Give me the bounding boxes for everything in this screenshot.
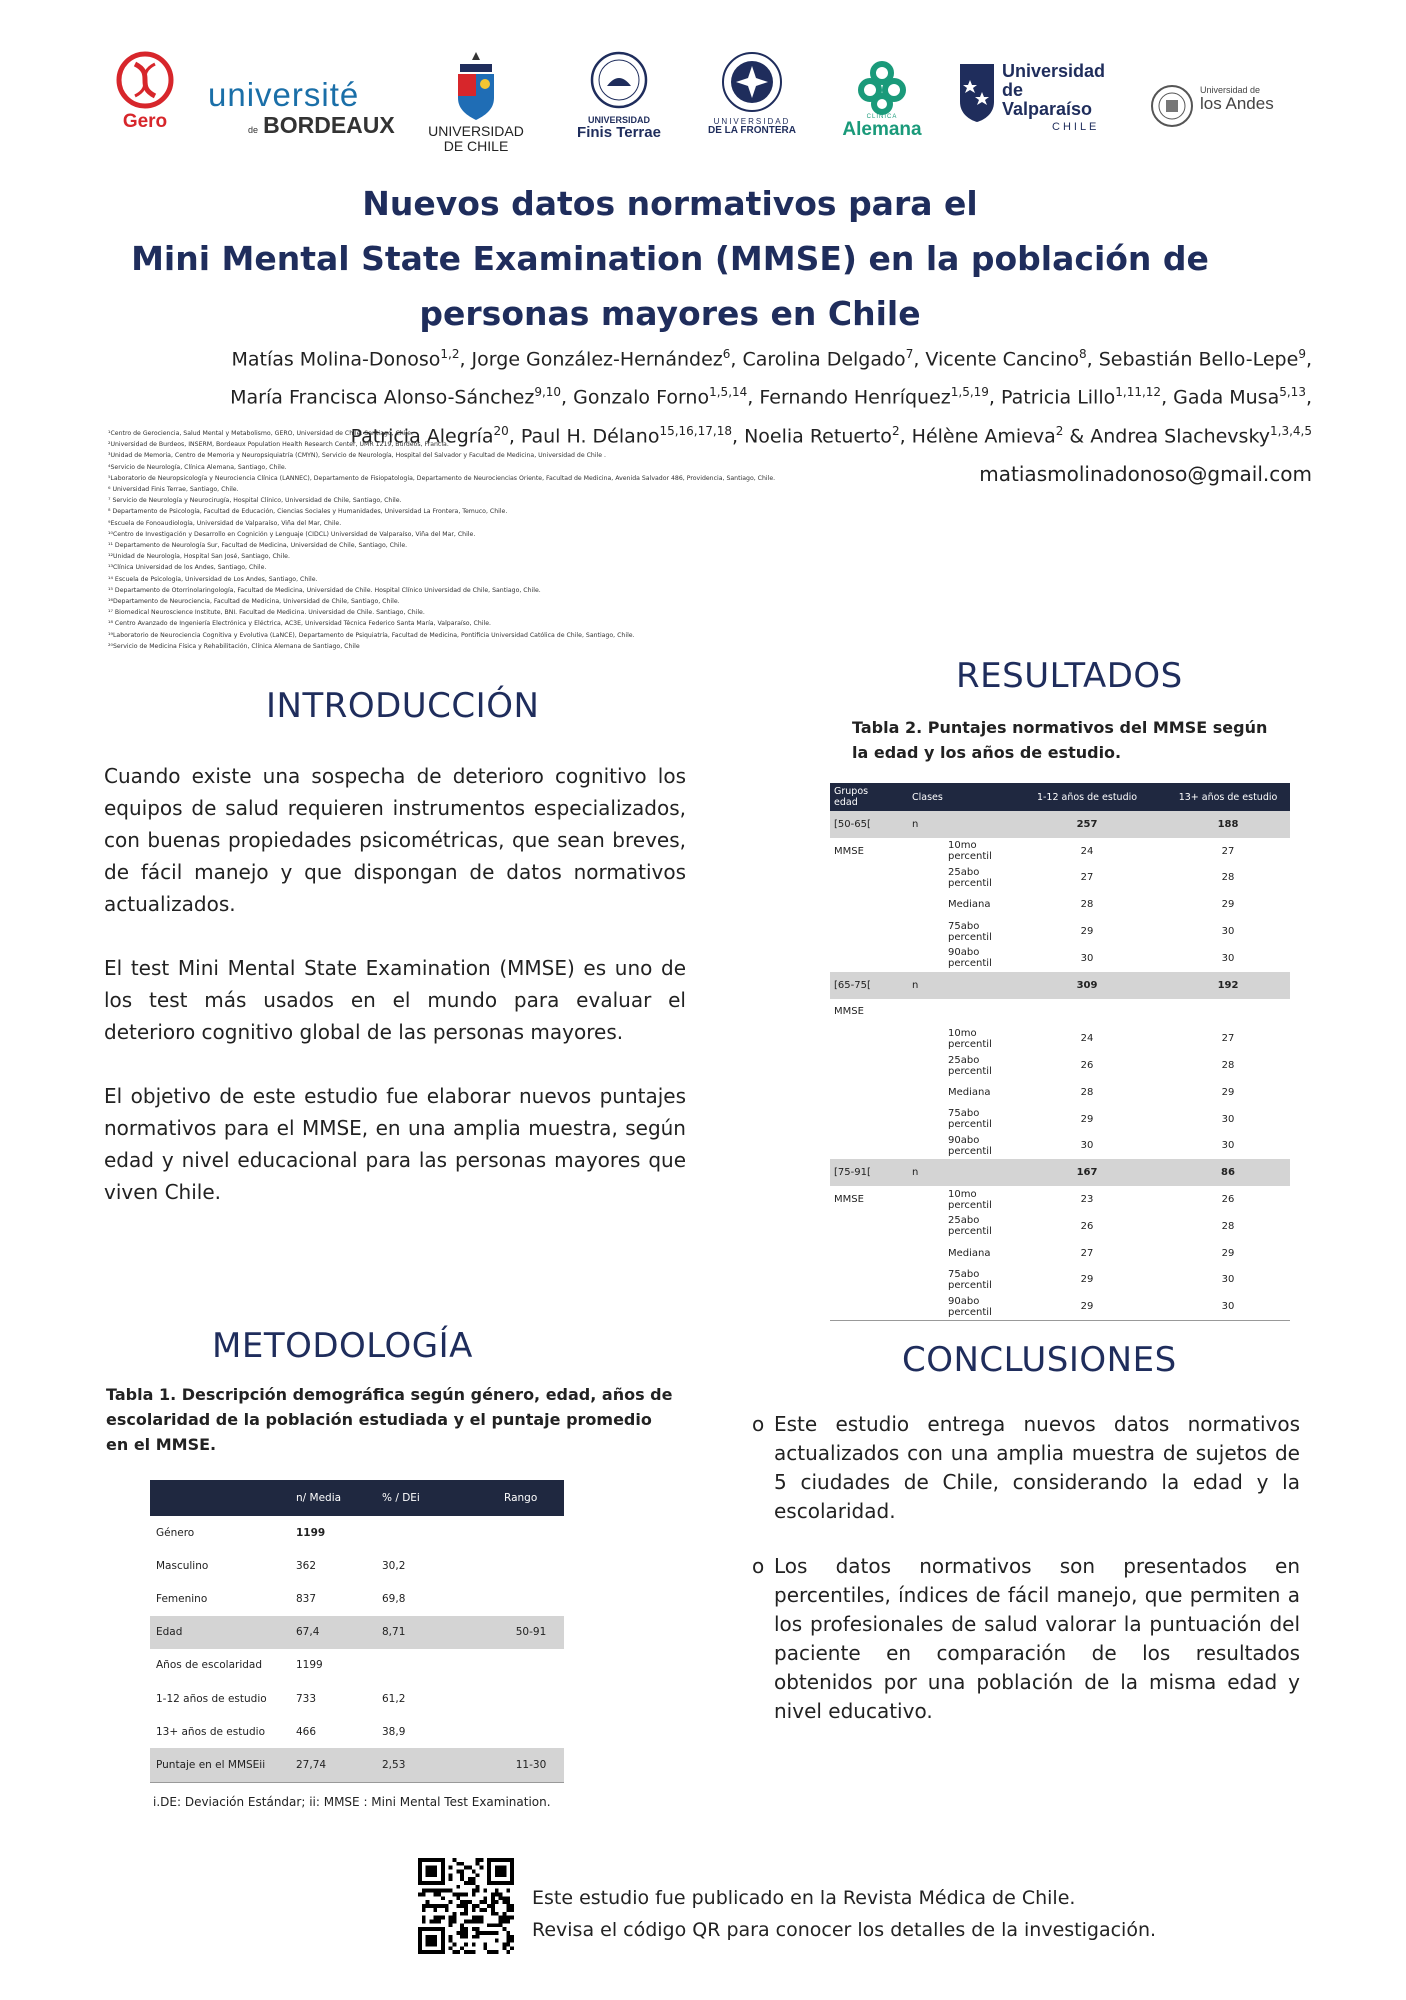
affiliation-item: ²Universidad de Burdeos, INSERM, Bordeaux Population Health Research Center, UMR 1219, Burdeos, Francia. bbox=[108, 441, 449, 449]
table-cell: [50-65[ bbox=[830, 811, 896, 838]
author-affiliation-number: 20 bbox=[493, 423, 509, 438]
table-cell: 309 bbox=[1008, 972, 1166, 999]
gero-text: Gero bbox=[122, 111, 168, 132]
author-line bbox=[100, 376, 1312, 414]
author-name: , Patricia Lillo bbox=[988, 386, 1116, 409]
table-cell: 257 bbox=[1008, 811, 1166, 838]
affiliation-item: ¹⁸ Centro Avanzado de Ingeniería Electrónica y Eléctrica, AC3E, Universidad Técnica Federico Santa María, Valparaíso, Chile. bbox=[108, 620, 491, 628]
table-cell bbox=[830, 1106, 896, 1133]
table2-header: 1-12 años de estudio bbox=[1008, 783, 1166, 811]
author-affiliation-number: 1,5,19 bbox=[950, 385, 989, 400]
author-name: María Francisca Alonso-Sánchez bbox=[230, 386, 535, 409]
table-cell: 1199 bbox=[296, 1659, 323, 1672]
table-cell: 30,2 bbox=[382, 1559, 406, 1572]
table-cell: 30 bbox=[1221, 926, 1235, 938]
table-cell: 29 bbox=[1080, 1113, 1094, 1125]
table-cell bbox=[830, 891, 896, 918]
table-row bbox=[150, 1616, 564, 1649]
author-name: , Vicente Cancino bbox=[913, 348, 1079, 371]
logo-row bbox=[110, 50, 1310, 165]
table-cell bbox=[1008, 999, 1166, 1026]
table-cell: 61,2 bbox=[382, 1692, 406, 1705]
table-row bbox=[830, 1133, 1290, 1160]
table-row bbox=[150, 1715, 564, 1748]
table-cell: 362 bbox=[296, 1559, 317, 1572]
table-cell: 27,74 bbox=[290, 1748, 376, 1782]
table2-normative-scores bbox=[830, 783, 1290, 1321]
table-cell: 75abo percentil bbox=[948, 920, 992, 943]
table-cell bbox=[830, 865, 896, 892]
conclusion-bullet-1 bbox=[752, 1410, 1300, 1526]
table-cell bbox=[830, 1240, 896, 1267]
author-name: , Carolina Delgado bbox=[730, 348, 906, 371]
table-cell: 30 bbox=[1221, 1301, 1235, 1313]
affiliation-item: ¹⁰Centro de Investigación y Desarrollo en Cognición y Lenguaje (CIDCL) Universidad de Valparaíso, Viña del Mar, Chile. bbox=[108, 530, 476, 538]
table-cell: 67,4 bbox=[290, 1616, 376, 1649]
table-cell bbox=[830, 945, 896, 972]
table-cell: 30 bbox=[1221, 1113, 1235, 1125]
author-name: , bbox=[1305, 386, 1312, 409]
table-cell: 30 bbox=[1221, 1274, 1235, 1286]
author-affiliation-number: 2 bbox=[1055, 423, 1064, 438]
table-cell: 10mo percentil bbox=[948, 840, 992, 863]
bullet-circle-icon: o bbox=[752, 1412, 765, 1436]
table2-header-row bbox=[830, 783, 1290, 811]
table-row bbox=[830, 838, 1290, 865]
table-cell: 29 bbox=[1080, 926, 1094, 938]
table-row bbox=[150, 1682, 564, 1715]
table-cell: 75abo percentil bbox=[948, 1268, 992, 1291]
table-row bbox=[830, 1186, 1290, 1213]
affiliation-item: ¹⁵ Departamento de Otorrinolaringología, Facultad de Medicina, Universidad de Chile. Hospital Clínico Universidad de Chile, Santiago, Chile. bbox=[108, 586, 541, 594]
author-affiliation-number: 9,10 bbox=[534, 385, 562, 400]
table-cell: Mediana bbox=[948, 1086, 991, 1098]
intro-paragraph-1: Cuando existe una sospecha de deterioro cognitivo los equipos de salud requieren instrumentos especializados, con buenas propiedades psicométricas, que sean breves, de fácil manejo y que dispongan de datos normativos actualizados. bbox=[104, 764, 686, 916]
table-cell: 188 bbox=[1166, 811, 1290, 838]
bordeaux-logo bbox=[208, 50, 398, 193]
resultados-heading: RESULTADOS bbox=[956, 656, 1183, 696]
clinica-alemana-logo bbox=[832, 50, 932, 165]
table-cell: 29 bbox=[1080, 1274, 1094, 1286]
poster-title bbox=[120, 176, 1220, 341]
table-cell bbox=[830, 1267, 896, 1294]
author-affiliation-number: 5,13 bbox=[1279, 385, 1306, 400]
author-affiliation-number: 6 bbox=[722, 347, 731, 361]
affiliation-item: ⁷ Servicio de Neurología y Neurocirugía, Hospital Clínico, Universidad de Chile, Santiago, Chile. bbox=[108, 497, 402, 505]
finis-terrae-seal-icon bbox=[589, 50, 649, 110]
author-name: , Hélène Amieva bbox=[899, 424, 1056, 447]
table-cell bbox=[498, 1549, 564, 1582]
table-cell: 27 bbox=[1080, 1247, 1094, 1259]
table-row bbox=[830, 1079, 1290, 1106]
ufro-line1: UNIVERSIDAD bbox=[713, 117, 791, 126]
uchile-line1: UNIVERSIDAD bbox=[428, 123, 524, 139]
uv-shield-icon bbox=[958, 62, 996, 124]
uchile-shield-icon bbox=[452, 50, 500, 122]
table-cell: 28 bbox=[1221, 872, 1235, 884]
table-row bbox=[830, 811, 1290, 838]
table-row bbox=[150, 1748, 564, 1782]
uv-line3: CHILE bbox=[1052, 120, 1100, 133]
table-cell: 90abo percentil bbox=[948, 1134, 992, 1157]
table-cell: MMSE bbox=[834, 1006, 864, 1018]
table-cell: 26 bbox=[1080, 1060, 1094, 1072]
table-cell: 28 bbox=[1080, 899, 1094, 911]
table-cell: 2,53 bbox=[376, 1748, 498, 1782]
author-name: Matías Molina-Donoso bbox=[231, 348, 441, 371]
uandes-line2: los Andes bbox=[1200, 94, 1274, 114]
alemana-knot-icon bbox=[857, 60, 907, 114]
table-row bbox=[830, 1240, 1290, 1267]
table-cell: MMSE bbox=[834, 1194, 864, 1206]
author-affiliation-number: 15,16,17,18 bbox=[659, 423, 732, 438]
table-cell: 38,9 bbox=[382, 1725, 406, 1738]
ufro-line2: DE LA FRONTERA bbox=[708, 125, 796, 137]
table-cell: 26 bbox=[1080, 1220, 1094, 1232]
table1-footnote: i.DE: Deviación Estándar; ii: MMSE : Mini Mental Test Examination. bbox=[153, 1795, 551, 1809]
table-cell bbox=[498, 1649, 564, 1682]
author-name: Patricia Alegría bbox=[350, 424, 494, 447]
footer-note bbox=[532, 1882, 1156, 1946]
uandes-line1: Universidad de bbox=[1200, 85, 1261, 95]
table-cell: n bbox=[896, 972, 1008, 999]
conclusion-text-2: Los datos normativos son presentados en percentiles, índices de fácil manejo, que permiten a los profesionales de salud valorar la puntuación del paciente en comparación de los resultados obtenidos por una población de la misma edad y nivel educativo. bbox=[774, 1554, 1300, 1723]
footer-line-2: Revisa el código QR para conocer los detalles de la investigación. bbox=[532, 1919, 1157, 1941]
affiliation-item: ⁵Laboratorio de Neuropsicología y Neurociencia Clínica (LANNEC), Departamento de Fisiopatología, Departamento de Neurociencias Oriente, Facultad de Medicina, Avenida Salvador 486, Providencia, Santiago, Chile. bbox=[108, 474, 776, 482]
table-cell: 10mo percentil bbox=[948, 1027, 992, 1050]
table-cell: 50-91 bbox=[498, 1616, 564, 1649]
table-cell: 25abo percentil bbox=[948, 1215, 992, 1238]
table-row bbox=[830, 1106, 1290, 1133]
table-cell: Mediana bbox=[948, 899, 991, 911]
title-line-3: personas mayores en Chile bbox=[419, 294, 921, 333]
table-cell: Género bbox=[156, 1526, 195, 1539]
table-cell: 29 bbox=[1221, 1247, 1235, 1259]
table-cell bbox=[1166, 999, 1290, 1026]
intro-paragraph-2: El test Mini Mental State Examination (MMSE) es uno de los test más usados en el mundo para evaluar el deterioro cognitivo global de las personas mayores. bbox=[104, 956, 686, 1044]
author-affiliation-number: 2 bbox=[891, 423, 900, 438]
table-cell bbox=[498, 1715, 564, 1748]
author-name: , Noelia Retuerto bbox=[731, 424, 892, 447]
table-row bbox=[830, 999, 1290, 1026]
affiliation-item: ¹⁶Departamento de Neurociencia, Facultad de Medicina, Universidad de Chile, Santiago, Chile. bbox=[108, 598, 400, 606]
table-cell: 30 bbox=[1080, 952, 1094, 964]
table-cell: 30 bbox=[1221, 952, 1235, 964]
table-cell: 837 bbox=[296, 1592, 317, 1605]
table-cell: 29 bbox=[1221, 899, 1235, 911]
affiliation-item: ³Unidad de Memoria, Centro de Memoria y Neuropsiquiatría (CMYN), Servicio de Neurología, Hospital del Salvador y Facultad de Medicina, Universidad de Chile . bbox=[108, 452, 607, 460]
table-cell: 25abo percentil bbox=[948, 1054, 992, 1077]
author-name: , Gada Musa bbox=[1161, 386, 1280, 409]
footer-line-1: Este estudio fue publicado en la Revista Médica de Chile. bbox=[532, 1887, 1076, 1909]
table-cell: n bbox=[896, 1159, 1008, 1186]
table-row bbox=[150, 1516, 564, 1549]
table-cell bbox=[498, 1582, 564, 1615]
table-cell bbox=[498, 1682, 564, 1715]
table-row bbox=[830, 972, 1290, 999]
finis-terrae-line1: UNIVERSIDAD bbox=[587, 115, 650, 125]
table1-demographics bbox=[150, 1480, 564, 1783]
table2-header: Grupos edad bbox=[830, 783, 896, 811]
table2-header: 13+ años de estudio bbox=[1166, 783, 1290, 811]
table-cell: Femenino bbox=[156, 1592, 208, 1605]
table-cell bbox=[498, 1516, 564, 1549]
table-cell: 24 bbox=[1080, 1033, 1094, 1045]
author-affiliation-number: 8 bbox=[1078, 347, 1087, 361]
table1-header: Rango bbox=[498, 1480, 564, 1516]
author-name: , Sebastián Bello-Lepe bbox=[1086, 348, 1299, 371]
affiliation-item: ¹⁹Laboratorio de Neurociencia Cognitiva y Evolutiva (LaNCE), Departamento de Psiquiatría, Facultad de Medicina, Pontificia Universidad Católica de Chile, Santiago, Chile. bbox=[108, 631, 635, 639]
author-affiliation-number: 1,2 bbox=[440, 347, 460, 361]
introduccion-heading: INTRODUCCIÓN bbox=[266, 686, 540, 726]
table-cell: 1199 bbox=[296, 1526, 326, 1539]
table-cell: 24 bbox=[1080, 845, 1094, 857]
alemana-line1: CLÍNICA bbox=[866, 114, 898, 120]
table-cell bbox=[830, 918, 896, 945]
table-cell bbox=[830, 1213, 896, 1240]
table-cell: 10mo percentil bbox=[948, 1188, 992, 1211]
table-cell: 13+ años de estudio bbox=[156, 1725, 265, 1738]
table-row bbox=[830, 1159, 1290, 1186]
table-cell: Mediana bbox=[948, 1247, 991, 1259]
table-cell: 11-30 bbox=[498, 1748, 564, 1782]
table-cell: Edad bbox=[150, 1616, 290, 1649]
author-name: , Gonzalo Forno bbox=[561, 386, 710, 409]
table-row bbox=[150, 1549, 564, 1582]
table1-header: n/ Media bbox=[290, 1480, 376, 1516]
table2-caption: Tabla 2. Puntajes normativos del MMSE según la edad y los años de estudio. bbox=[852, 718, 1268, 762]
affiliation-item: ⁹Escuela de Fonoaudiología, Universidad de Valparaíso, Viña del Mar, Chile. bbox=[108, 519, 342, 527]
table-cell bbox=[896, 999, 1008, 1026]
affiliation-item: ¹¹ Departamento de Neurología Sur, Facultad de Medicina, Universidad de Chile, Santiago, Chile. bbox=[108, 542, 408, 550]
bordeaux-line3: BORDEAUX bbox=[263, 111, 395, 138]
table-cell: 30 bbox=[1080, 1140, 1094, 1152]
table-row bbox=[150, 1649, 564, 1682]
table-row bbox=[830, 1025, 1290, 1052]
affiliation-item: ¹²Unidad de Neurología, Hospital San José, Santiago, Chile. bbox=[108, 553, 290, 561]
table-cell: 28 bbox=[1080, 1086, 1094, 1098]
table-cell: 1-12 años de estudio bbox=[156, 1692, 267, 1705]
ufro-seal-icon bbox=[720, 50, 784, 114]
table-cell: 28 bbox=[1221, 1220, 1235, 1232]
author-affiliation-number: 1,11,12 bbox=[1115, 385, 1162, 400]
uchile-line2: DE CHILE bbox=[443, 137, 509, 154]
table-cell: 29 bbox=[1221, 1086, 1235, 1098]
table-cell: 90abo percentil bbox=[948, 1295, 992, 1318]
table-cell: 27 bbox=[1221, 845, 1235, 857]
table-cell: n bbox=[896, 811, 1008, 838]
author-affiliation-number: 7 bbox=[905, 347, 914, 361]
author-name: , Jorge González-Hernández bbox=[459, 348, 723, 371]
affiliation-item: ¹Centro de Gerociencia, Salud Mental y Metabolismo, GERO, Universidad de Chile. Santiago, Chile. bbox=[108, 430, 413, 437]
table-cell: Puntaje en el MMSEii bbox=[150, 1748, 290, 1782]
table-cell: 192 bbox=[1166, 972, 1290, 999]
table-row bbox=[830, 918, 1290, 945]
table1-header-row bbox=[150, 1480, 564, 1516]
table-cell: 86 bbox=[1166, 1159, 1290, 1186]
alemana-line2: Alemana bbox=[842, 119, 922, 141]
table-cell: 30 bbox=[1221, 1140, 1235, 1152]
author-name: & Andrea Slachevsky bbox=[1063, 424, 1271, 447]
affiliation-item: ⁴Servicio de Neurología, Clínica Alemana, Santiago, Chile. bbox=[108, 463, 287, 471]
table-row bbox=[830, 1213, 1290, 1240]
table1-header bbox=[150, 1480, 290, 1516]
table-cell bbox=[830, 1079, 896, 1106]
author-affiliation-number: 1,3,4,5 bbox=[1270, 423, 1312, 438]
title-line-1: Nuevos datos normativos para el bbox=[362, 184, 978, 223]
table-cell bbox=[376, 1516, 498, 1549]
table-row bbox=[830, 945, 1290, 972]
finis-terrae-line2: Finis Terrae bbox=[577, 124, 661, 142]
affiliation-item: ⁸ Departamento de Psicología, Facultad de Educación, Ciencias Sociales y Humanidades, Universidad La Frontera, Temuco, Chile. bbox=[108, 508, 508, 516]
contact-email[interactable]: matiasmolinadonoso@gmail.com bbox=[979, 462, 1312, 486]
table-cell bbox=[830, 1133, 896, 1160]
table-row bbox=[830, 1267, 1290, 1294]
table-cell: 26 bbox=[1221, 1194, 1235, 1206]
uandes-seal-icon bbox=[1150, 84, 1194, 128]
bullet-circle-icon: o bbox=[752, 1554, 765, 1578]
table-cell: 466 bbox=[296, 1725, 317, 1738]
table-row bbox=[830, 891, 1290, 918]
table-cell: Años de escolaridad bbox=[156, 1659, 263, 1672]
intro-paragraph-3: El objetivo de este estudio fue elaborar nuevos puntajes normativos para el MMSE, en una amplia muestra, según edad y nivel educacional para las personas mayores que viven Chile. bbox=[104, 1084, 686, 1204]
affiliation-item: ²⁰Servicio de Medicina Física y Rehabilitación, Clínica Alemana de Santiago, Chile bbox=[108, 642, 360, 650]
table-cell: 75abo percentil bbox=[948, 1108, 992, 1131]
ufro-logo bbox=[692, 50, 812, 165]
author-line bbox=[100, 338, 1312, 376]
metodologia-heading: METODOLOGÍA bbox=[212, 1326, 473, 1366]
table-cell: MMSE bbox=[834, 845, 864, 857]
table-cell: 69,8 bbox=[382, 1592, 406, 1605]
table-cell bbox=[830, 1025, 896, 1052]
finis-terrae-logo bbox=[565, 50, 673, 165]
author-name: , bbox=[1305, 348, 1312, 371]
table1-header: % / DEi bbox=[376, 1480, 498, 1516]
table-cell: 29 bbox=[1080, 1301, 1094, 1313]
author-name: , Paul H. Délano bbox=[508, 424, 660, 447]
table-row bbox=[830, 1052, 1290, 1079]
table-row bbox=[830, 865, 1290, 892]
uv-line1: Universidad bbox=[1002, 61, 1106, 81]
gero-dna-icon bbox=[115, 50, 175, 110]
table-cell: 23 bbox=[1080, 1194, 1094, 1206]
table-cell: 90abo percentil bbox=[948, 947, 992, 970]
uv-logo bbox=[958, 50, 1118, 177]
table-cell: [65-75[ bbox=[830, 972, 896, 999]
table-row bbox=[830, 1293, 1290, 1320]
table-row bbox=[150, 1582, 564, 1615]
table-cell: 25abo percentil bbox=[948, 866, 992, 889]
author-affiliation-number: 9 bbox=[1298, 347, 1306, 361]
affiliation-item: ¹⁷ Biomedical Neuroscience Institute, BNI. Facultad de Medicina. Universidad de Chile. Santiago, Chile. bbox=[108, 609, 425, 617]
uv-line2: de Valparaíso bbox=[1002, 79, 1093, 119]
affiliation-item: ¹³Clínica Universidad de los Andes, Santiago, Chile. bbox=[108, 564, 267, 572]
table-cell: 27 bbox=[1221, 1033, 1235, 1045]
author-name: , Fernando Henríquez bbox=[747, 386, 951, 409]
table-cell bbox=[376, 1649, 498, 1682]
table-cell: 8,71 bbox=[376, 1616, 498, 1649]
conclusion-text-1: Este estudio entrega nuevos datos normativos actualizados con una amplia muestra de sujetos de 5 ciudades de Chile, considerando la edad y la escolaridad. bbox=[774, 1412, 1300, 1523]
table-cell: 167 bbox=[1008, 1159, 1166, 1186]
table-cell: 27 bbox=[1080, 872, 1094, 884]
conclusion-bullet-2 bbox=[752, 1552, 1300, 1726]
affiliation-item: ¹⁴ Escuela de Psicología, Universidad de Los Andes, Santiago, Chile. bbox=[108, 575, 318, 583]
table-cell: 28 bbox=[1221, 1060, 1235, 1072]
title-line-2: Mini Mental State Examination (MMSE) en la población de bbox=[131, 239, 1209, 278]
table-cell: Masculino bbox=[156, 1559, 209, 1572]
bordeaux-line1: université bbox=[208, 76, 360, 113]
table2-header: Clases bbox=[896, 783, 1008, 811]
affiliation-item: ⁶ Universidad Finis Terrae, Santiago, Chile. bbox=[108, 486, 239, 494]
conclusiones-heading: CONCLUSIONES bbox=[902, 1340, 1177, 1380]
bordeaux-line2: de bbox=[248, 124, 259, 135]
table-cell bbox=[830, 1052, 896, 1079]
table-cell bbox=[830, 1293, 896, 1320]
table-cell: 733 bbox=[296, 1692, 317, 1705]
table-cell: [75-91[ bbox=[830, 1159, 896, 1186]
table1-caption: Tabla 1. Descripción demográfica según género, edad, años de escolaridad de la población estudiada y el puntaje promedio en el MMSE. bbox=[106, 1385, 673, 1454]
uchile-logo bbox=[417, 50, 535, 165]
author-affiliation-number: 1,5,14 bbox=[709, 385, 748, 400]
qr-code-icon[interactable] bbox=[418, 1858, 514, 1954]
gero-logo bbox=[110, 50, 180, 165]
